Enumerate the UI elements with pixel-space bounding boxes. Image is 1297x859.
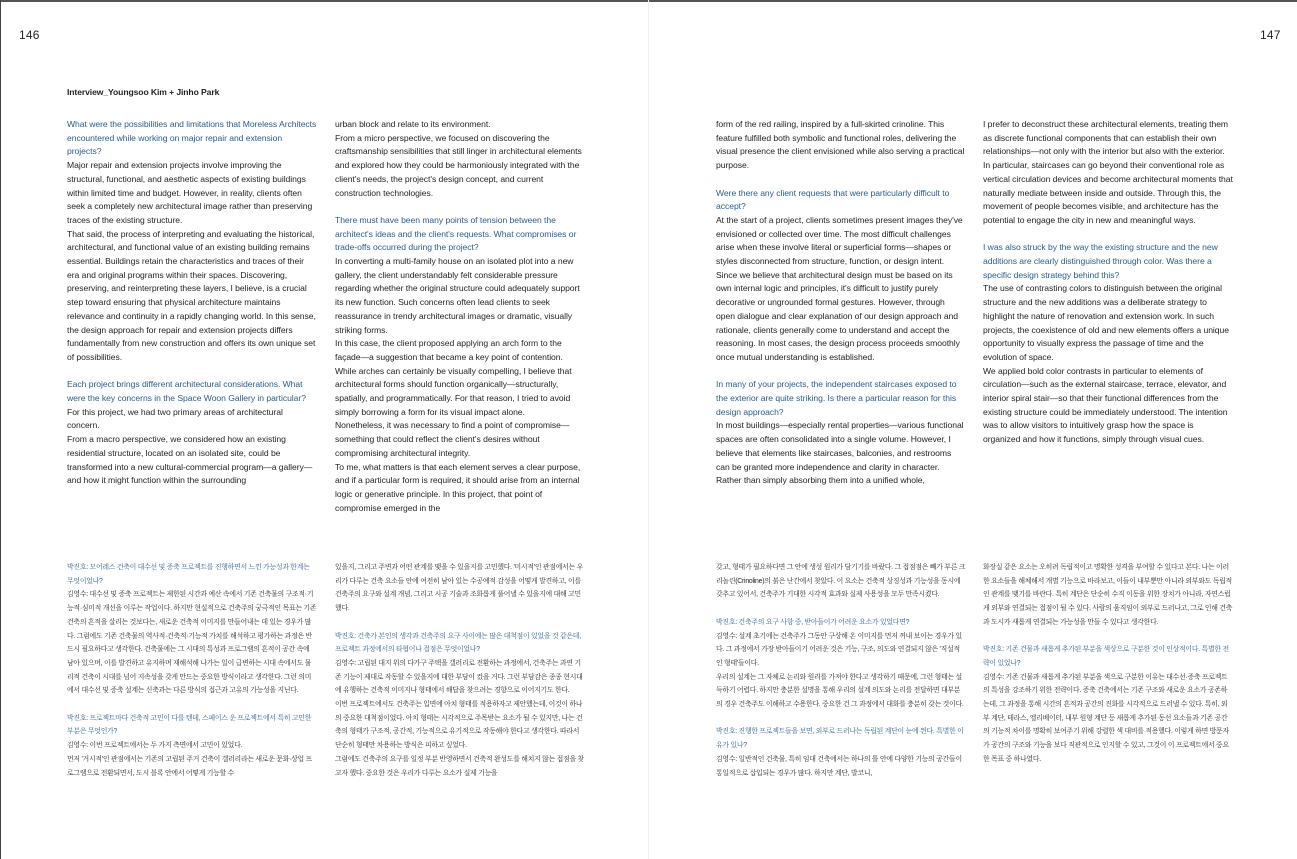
korean-column-3 (716, 561, 966, 780)
answer-paragraph: 김영수: 설계 초기에는 건축주가 그동안 구상해 온 이미지를 먼저 꺼내 보이는 경우가 있다. 그 과정에서 가장 받아들이기 어려운 것은 기능, 구조, 의도와 연결되지 않은 '직설적인 형태'들이다. (716, 632, 962, 667)
english-column-4 (983, 118, 1233, 447)
question-paragraph: 박진호: 프로젝트마다 건축적 고민이 다를 텐데, 스페이스 운 프로젝트에서 특히 고민한 부분은 무엇인가? (67, 714, 312, 736)
answer-paragraph: That said, the process of interpreting and evaluating the historical, architectural, and functional value of an existing building remains essential. Buildings retain the characteristics and traces of their era and original programs within their spaces. Discovering, preserving, and reinterpreting these layers, I believe, is a crucial step toward ensuring that physical architecture maintains relevance and continuity in a rapidly changing world. In this sense, the design approach for repair and extension projects differs fundamentally from new construction and offers its own unique set of possibilities. (67, 228, 316, 362)
answer-paragraph: To me, what matters is that each element serves a clear purpose, and if a particular form is required, it should arise from an internal logic or generative principle. In this project, that point of compromise emerged in the (335, 461, 581, 513)
question-paragraph: 박진호: 건축주의 요구 사항 중, 받아들이기 어려운 요소가 있었다면? (716, 618, 910, 626)
question-paragraph: There must have been many points of tension between the architect's ideas and the client's requests. What compromises or trade-offs occurred during the project? (335, 214, 577, 253)
answer-paragraph: 화장실 같은 요소는 오히려 독립적이고 명확한 성격을 부여할 수 있다고 본다. 나는 이러한 요소들을 해체해서 개별 기능으로 바라보고, 이들이 내부뿐만 아니라 외부와도 독립적인 관계를 맺기를 바란다. 특히 계단은 단순히 수직 이동을 위한 장치가 아니라, 자연스럽게 외부와 연결되는 접점이 될 수 있다. 사람의 움직임이 외부로 드러나고, 그로 인해 건축과 도시가 새롭게 연결되는 가능성을 만들 수 있다고 생각한다. (983, 564, 1233, 626)
question-paragraph: 박진호: 진행한 프로젝트들을 보면, 외부로 드러나는 독립된 계단이 눈에 띈다. 특별한 이유가 있나? (716, 728, 964, 750)
answer-paragraph: 그럼에도 건축주의 요구를 일정 부분 반영하면서 건축적 완성도를 해치지 않는 접점을 찾고자 했다. 중요한 것은 우리가 다루는 요소가 실제 기능을 (335, 755, 584, 777)
question-paragraph: Were there any client requests that were particularly difficult to accept? (716, 187, 950, 212)
answer-paragraph: Since we believe that architectural design must be based on its own internal logic and principles, it's difficult to justify purely decorative or ungrounded formal gestures. However, through open dialogue and clear explanation of our design approach and rationale, clients generally come to understand and accept the reasoning. In most cases, the design process proceeds smoothly once mutual understanding is established. (716, 269, 960, 362)
answer-paragraph: At the start of a project, clients sometimes present images they've envisioned or collected over time. The most difficult challenges arise when these involve literal or superficial forms—shapes or styles disconnected from structure, function, or design intent. (716, 214, 963, 267)
left-edge-rule (0, 0, 1, 859)
answer-paragraph: In particular, staircases can go beyond their conventional role as vertical circulation devices and become architectural moments that naturally mediate between inside and outside. Through this, the movement of people becomes visible, and architecture has the potential to engage the city in new and meaningful ways. (983, 160, 1233, 225)
gutter-divider (648, 0, 649, 859)
answer-paragraph: Nonetheless, it was necessary to find a point of compromise—something that could reflect the client's desires without compromising architectural integrity. (335, 420, 570, 458)
korean-column-4 (983, 561, 1233, 767)
answer-paragraph: In converting a multi-family house on an isolated plot into a new gallery, the client understandably felt considerable pressure regarding whether the original structure could adequately support its new function. Such concerns often lead clients to seek reassurance in trendy architectural images or dramatic, visually striking forms. (335, 256, 580, 335)
korean-column-1 (67, 561, 317, 780)
answer-paragraph: I prefer to deconstruct these architectural elements, treating them as discrete functional components that can establish their own relationships—not only with the interior but also with the exterior. (983, 119, 1229, 157)
answer-paragraph: We applied bold color contrasts in particular to elements of circulation—such as the external staircase, terrace, elevator, and interior spiral stair—so that their functional differences from the existing structure could be immediately understood. The intention was to allow visitors to intuitively grasp how the space is organized and how it functions, simply through visual cues. (983, 365, 1228, 445)
question-paragraph: I was also struck by the way the existing structure and the new additions are clearly distinguished through color. Was there a specific design strategy behind this? (983, 242, 1218, 280)
answer-paragraph: For this project, we had two primary areas of architectural concern. (67, 406, 283, 431)
question-paragraph: 박진호: 모어레스 건축이 대수선 및 증축 프로젝트를 진행하면서 느낀 가능성과 한계는 무엇이었나? (67, 564, 310, 585)
answer-paragraph: 우리의 설계는 그 자체로 논리와 원리를 가져야 한다고 생각하기 때문에, 그런 형태는 설득하기 어렵다. 하지만 충분한 설명을 통해 우리의 설계 의도와 논리를 전달하면 대부분의 경우 건축주도 이해하고 수용한다. 중요한 건 그 과정에서 대화를 충분히 갖는 것이다. (716, 673, 964, 709)
answer-paragraph: urban block and relate to its environment. (335, 119, 491, 129)
question-paragraph: What were the possibilities and limitations that Moreless Architects encountered while working on major repair and extension projects? (67, 119, 317, 157)
question-paragraph: Each project brings different architectural considerations. What were the key concerns in the Space Woon Gallery in particular? (67, 379, 306, 404)
answer-paragraph: 갖고, 형태가 필요하다면 그 안에 생성 원리가 담기기를 바랐다. 그 접점점은 빼가 부른 크리놀린(Crinoline)의 붉은 난간에서 찾았다. 이 요소는 건축적 상징성과 기능성을 동시에 갖추고 있어서, 건축주가 기대한 시각적 효과와 실제 사용성을 모두 만족시켰다. (716, 564, 966, 599)
english-column-2 (335, 118, 585, 515)
english-column-1 (67, 118, 317, 488)
answer-paragraph: 먼저 '거시적'인 관점에서는 기존의 고립된 주거 건축이 갤러리라는 새로운 문화·상업 프로그램으로 전환되면서, 도시 블록 안에서 어떻게 기능할 수 (67, 755, 313, 777)
answer-paragraph: In most buildings—especially rental properties—various functional spaces are often consolidated into a single volume. However, I believe that elements like staircases, balconies, and restrooms can be granted more independence and clarity in character. (716, 420, 964, 472)
answer-paragraph: form of the red railing, inspired by a full-skirted crinoline. This feature fulfilled both symbolic and functional roles, delivering the visual presence the client envisioned while also serving a practical purpose. (716, 119, 965, 171)
english-column-3 (716, 118, 966, 488)
answer-paragraph: 김영수: 고립된 대지 위의 다가구 주택을 갤러리로 전환하는 과정에서, 건축주는 과연 기존 기능이 제대로 작동할 수 있을지에 대한 부담이 컸을 거다. 그런 부담감은 종종 현시대에 유행하는 건축적 이미지나 형태에서 해답을 찾으려는 경향으로 이어지기도 한다. (335, 659, 583, 695)
answer-paragraph: 김영수: 일반적인 건축물, 특히 임대 건축에서는 하나의 틀 안에 다양한 기능의 공간들이 통일적으로 삽입되는 경우가 많다. 하지만 계단, 발코니, (716, 755, 962, 777)
answer-paragraph: Rather than simply absorbing them into a unified whole, (716, 475, 925, 486)
answer-paragraph: 김영수: 대수선 및 증축 프로젝트는 제한된 시간과 예산 속에서 기존 건축물의 구조적·기능적·심미적 개선을 이루는 작업이다. 하지만 현실적으로 건축주의 궁극적인 목표는 기존 건축의 흔적을 살리는 것보다는, 새로운 건축적 이미지를 만들어내는 데 있는 경우가 많다. 그럼에도 기존 건축물의 역사적·건축적·기능적 가치를 해석하고 평가하는 과정은 반드시 필요하다고 생각한다. 건축물에는 그 시대의 특성과 프로그램의 흔적이 공간 속에 남아 있으며, 이를 발견하고 유지하며 재해석해 나가는 일이 급변하는 시대 속에서도 물리적 건축이 시대를 넘어 지속성을 갖게 만드는 중요한 방식이라고 생각한다. 그런 의미에서 대수선 및 증축 설계는 신축과는 다른 방식의 접근과 고유의 가능성을 지닌다. (67, 591, 317, 695)
answer-paragraph: 이번 프로젝트에서도 건축주는 입면에 아치 형태를 적용하자고 제안했는데, 이것이 하나의 중요한 대척점이었다. 아치 형태는 시각적으로 주목받는 요소가 될 수 있지만, 나는 건축의 형태가 구조적, 공간적, 기능적으로 유기적으로 작동해야 한다고 생각한다. 따라서 단순히 형태만 차용하는 방식은 피하고 싶었다. (335, 701, 583, 750)
answer-paragraph: 김영수: 기존 건물과 새롭게 추가된 부분을 색으로 구분한 이유는 대수선·증축 프로젝트의 특성을 강조하기 위한 전략이다. 증축 건축에서는 기존 구조와 새로운 요소가 공존하는데, 그 과정을 통해 시간의 흔적과 공간의 진화를 시각적으로 드러낼 수 있다. 특히, 외부 계단, 테라스, 엘리베이터, 내부 원형 계단 등 새롭게 추가된 동선 요소들과 기존 공간의 기능적 차이를 명확히 보여주기 위해 강렬한 색 대비를 적용했다. 이렇게 하면 방문자가 공간의 구조와 기능을 보다 직관적으로 인지할 수 있고, 그것이 이 프로젝트에서 중요한 목표 중 하나였다. (983, 673, 1229, 763)
answer-paragraph: From a micro perspective, we focused on discovering the craftsmanship sensibilities that still linger in architectural elements and explored how they could be harmoniously integrated with the client's needs, the project's design concept, and current construction technologies. (335, 132, 582, 198)
answer-paragraph: 김영수: 이번 프로젝트에서는 두 가지 측면에서 고민이 있었다. (67, 742, 243, 750)
question-paragraph: 박진호: 기존 건물과 새롭게 추가된 부분을 색상으로 구분한 것이 인상적이다. 특별한 전략이 있었나? (983, 646, 1229, 667)
answer-paragraph: The use of contrasting colors to distinguish between the original structure and the new additions was a deliberate strategy to highlight the nature of renovation and extension work. In such projects, the coexistence of old and new elements offers a unique opportunity to visually express the passage of time and the evolution of space. (983, 283, 1229, 362)
interview-title: Interview_Youngsoo Kim + Jinho Park (67, 87, 220, 97)
question-paragraph: In many of your projects, the independent staircases exposed to the exterior are quite striking. Is there a particular reason for this design approach? (716, 379, 957, 417)
question-paragraph: 박진호: 건축가 본인의 생각과 건축주의 요구 사이에는 많은 대척점이 있었을 것 같은데, 프로젝트 과정에서의 타협이나 접점은 무엇이었나? (335, 632, 581, 654)
korean-column-2 (335, 561, 585, 780)
answer-paragraph: Major repair and extension projects involve improving the structural, functional, and aesthetic aspects of existing buildings within limited time and budget. However, in reality, clients often seek a completely new architectural image rather than preserving traces of the existing structure. (67, 160, 313, 225)
answer-paragraph: 있을지, 그리고 주변과 어떤 관계를 맺을 수 있을지를 고민했다. '미시적'인 관점에서는 우리가 다루는 건축 요소들 안에 여전히 남아 있는 수공예적 감성을 어떻게 발견하고, 이를 건축주의 요구와 설계 개념, 그리고 시공 기술과 조화롭게 풀어낼 수 있을지에 대해 고민했다. (335, 564, 583, 613)
page-number-right: 147 (1260, 28, 1281, 42)
answer-paragraph: From a macro perspective, we considered how an existing residential structure, located on an isolated site, could be transformed into a new cultural-commercial program—a gallery—and how it might function within the surrounding (67, 434, 313, 486)
page-number-left: 146 (19, 28, 40, 42)
answer-paragraph: In this case, the client proposed applying an arch form to the façade—a suggestion that became a key point of contention. While arches can certainly be visually compelling, I believe that architectural forms should function organically—structurally, spatially, and programmatically. For that reason, I tried to avoid simply borrowing a form for its visual impact alone. (335, 338, 572, 417)
